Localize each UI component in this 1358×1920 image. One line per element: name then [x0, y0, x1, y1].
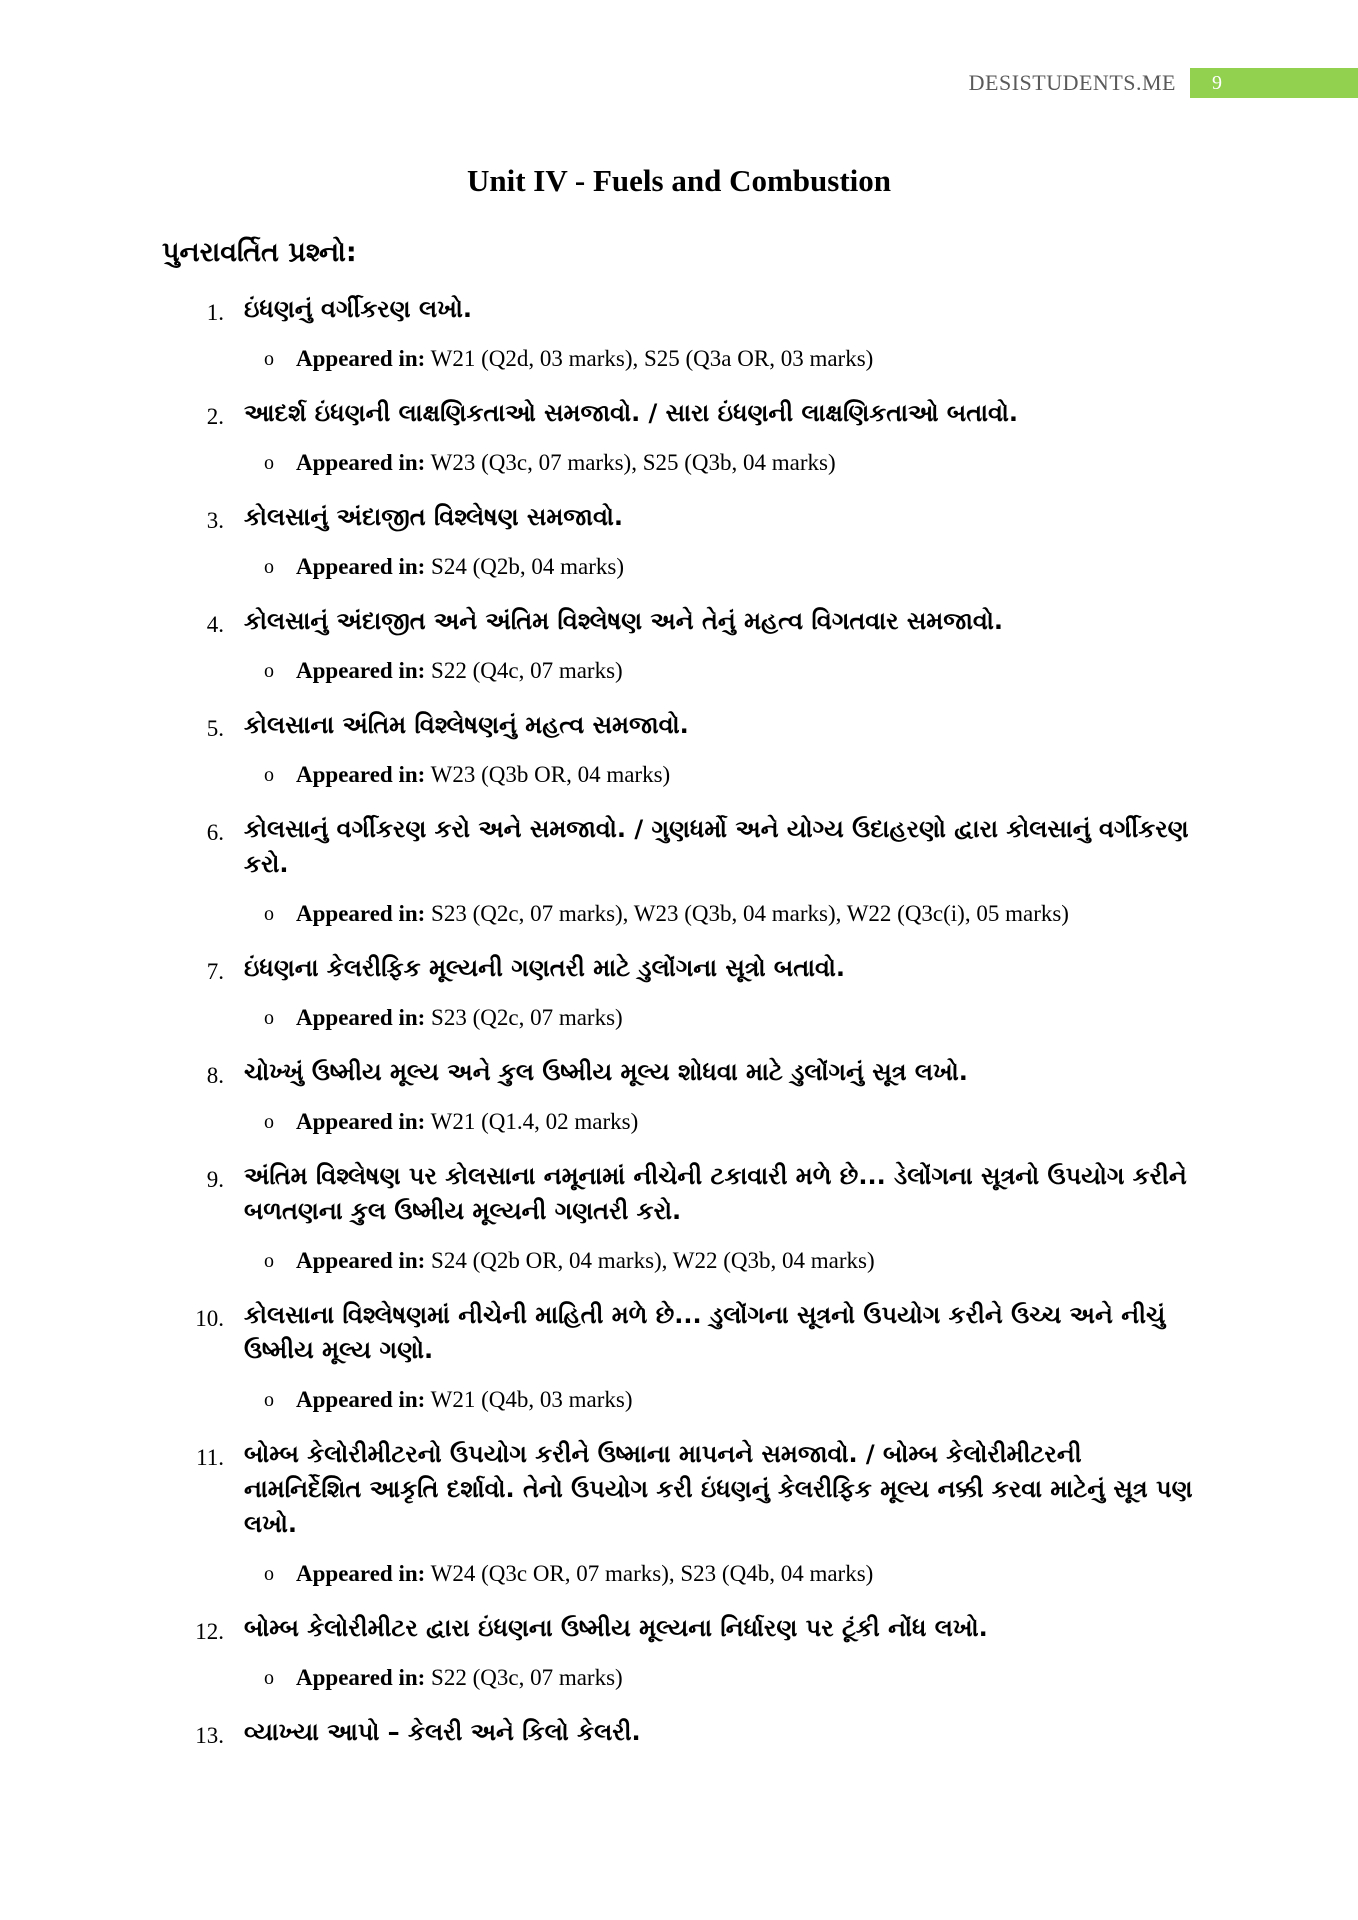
question-list [0, 292, 1358, 1750]
question-row [0, 1055, 1358, 1090]
question-row [0, 1611, 1358, 1646]
appeared-in-label: Appeared in: [296, 1561, 426, 1586]
question-row [0, 1715, 1358, 1750]
bullet-icon: o [264, 659, 274, 682]
question-item [0, 812, 1358, 931]
appeared-in-value: W21 (Q2d, 03 marks), S25 (Q3a OR, 03 marks) [430, 346, 874, 371]
appeared-in-row [0, 758, 1358, 792]
question-item [0, 396, 1358, 480]
question-text: વ્યાખ્યા આપો – કેલરી અને કિલો કેલરી. [244, 1718, 641, 1746]
question-row [0, 1437, 1358, 1542]
question-row [0, 396, 1358, 431]
bullet-icon: o [264, 1110, 274, 1133]
question-item [0, 951, 1358, 1035]
bullet-icon: o [264, 1006, 274, 1029]
question-number: 3. [206, 508, 224, 533]
question-text: બોમ્બ કેલોરીમીટરનો ઉપયોગ કરીને ઉષ્માના માપનને સમજાવો. / બોમ્બ કેલોરીમીટરની નામનિર્દેશિત આકૃતિ દર્શાવો. તેનો ઉપયોગ કરી ઇંધણનું કેલરીફિક મૂલ્ય નક્કી કરવા માટેનું સૂત્ર પણ લખો. [244, 1440, 1193, 1538]
question-number: 4. [206, 612, 224, 637]
appeared-in-text [296, 450, 836, 476]
question-item [0, 1611, 1358, 1695]
appeared-in-value: W21 (Q1.4, 02 marks) [430, 1109, 639, 1134]
appeared-in-text [296, 1387, 633, 1413]
bullet-icon: o [264, 1388, 274, 1411]
bullet-icon: o [264, 1666, 274, 1689]
appeared-in-value: S24 (Q2b, 04 marks) [431, 554, 624, 579]
question-number: 10. [195, 1306, 224, 1331]
appeared-in-value: W23 (Q3c, 07 marks), S25 (Q3b, 04 marks) [430, 450, 836, 475]
appeared-in-value: S22 (Q4c, 07 marks) [431, 658, 623, 683]
question-row [0, 604, 1358, 639]
appeared-in-row [0, 1383, 1358, 1417]
question-item [0, 1298, 1358, 1417]
question-item [0, 604, 1358, 688]
question-number: 9. [206, 1167, 224, 1192]
question-number: 6. [206, 820, 224, 845]
appeared-in-label: Appeared in: [296, 554, 426, 579]
question-text: કોલસાનું અંદાજીત વિશ્લેષણ સમજાવો. [244, 503, 624, 531]
question-row [0, 1298, 1358, 1368]
question-number: 5. [206, 716, 224, 741]
appeared-in-value: S23 (Q2c, 07 marks), W23 (Q3b, 04 marks), W22 (Q3c(i), 05 marks) [431, 901, 1069, 926]
appeared-in-text [296, 1561, 873, 1587]
bullet-icon: o [264, 555, 274, 578]
appeared-in-row [0, 550, 1358, 584]
question-text: આદર્શ ઇંધણની લાક્ષણિકતાઓ સમજાવો. / સારા ઇંધણની લાક્ષણિકતાઓ બતાવો. [244, 399, 1019, 427]
appeared-in-row [0, 897, 1358, 931]
appeared-in-text [296, 658, 623, 684]
question-item [0, 708, 1358, 792]
question-item [0, 292, 1358, 376]
appeared-in-label: Appeared in: [296, 450, 426, 475]
appeared-in-label: Appeared in: [296, 762, 426, 787]
question-number: 1. [206, 300, 224, 325]
appeared-in-label: Appeared in: [296, 346, 426, 371]
question-item [0, 500, 1358, 584]
appeared-in-value: W23 (Q3b OR, 04 marks) [430, 762, 671, 787]
page-number: 9 [1212, 71, 1222, 94]
question-text: બોમ્બ કેલોરીમીટર દ્વારા ઇંધણના ઉષ્મીય મૂલ્યના નિર્ધારણ પર ટૂંકી નોંધ લખો. [244, 1614, 988, 1642]
appeared-in-value: S24 (Q2b OR, 04 marks), W22 (Q3b, 04 marks) [431, 1248, 875, 1273]
question-text: ઇંધણના કેલરીફિક મૂલ્યની ગણતરી માટે ડુલોંગના સૂત્રો બતાવો. [244, 954, 846, 982]
question-row [0, 292, 1358, 327]
appeared-in-label: Appeared in: [296, 658, 426, 683]
appeared-in-label: Appeared in: [296, 1665, 426, 1690]
appeared-in-row [0, 1557, 1358, 1591]
page-header [969, 66, 1358, 100]
question-row [0, 708, 1358, 743]
question-row [0, 1159, 1358, 1229]
question-row [0, 500, 1358, 535]
question-text: કોલસાનું અંદાજીત અને અંતિમ વિશ્લેષણ અને તેનું મહત્વ વિગતવાર સમજાવો. [244, 607, 1003, 635]
appeared-in-text [296, 901, 1069, 927]
bullet-icon: o [264, 451, 274, 474]
appeared-in-row [0, 1661, 1358, 1695]
appeared-in-label: Appeared in: [296, 1005, 426, 1030]
question-number: 11. [196, 1445, 224, 1470]
appeared-in-text [296, 554, 624, 580]
appeared-in-row [0, 1244, 1358, 1278]
appeared-in-text [296, 1109, 638, 1135]
appeared-in-value: W21 (Q4b, 03 marks) [430, 1387, 633, 1412]
question-item [0, 1055, 1358, 1139]
appeared-in-text [296, 346, 873, 372]
appeared-in-text [296, 1248, 875, 1274]
question-row [0, 812, 1358, 882]
question-text: કોલસાના વિશ્લેષણમાં નીચેની માહિતી મળે છે... ડુલોંગના સૂત્રનો ઉપયોગ કરીને ઉચ્ચ અને નીચું ઉષ્મીય મૂલ્ય ગણો. [244, 1301, 1166, 1364]
appeared-in-value: W24 (Q3c OR, 07 marks), S23 (Q4b, 04 marks) [430, 1561, 874, 1586]
question-number: 2. [206, 404, 224, 429]
section-heading: પુનરાવર્તિત પ્રશ્નો: [162, 237, 357, 268]
question-number: 12. [195, 1619, 224, 1644]
appeared-in-row [0, 446, 1358, 480]
appeared-in-text [296, 1005, 623, 1031]
appeared-in-row [0, 654, 1358, 688]
bullet-icon: o [264, 902, 274, 925]
appeared-in-value: S22 (Q3c, 07 marks) [431, 1665, 623, 1690]
appeared-in-value: S23 (Q2c, 07 marks) [431, 1005, 623, 1030]
bullet-icon: o [264, 1562, 274, 1585]
question-text: ચોખ્ખું ઉષ્મીય મૂલ્ય અને કુલ ઉષ્મીય મૂલ્ય શોધવા માટે ડુલોંગનું સૂત્ર લખો. [244, 1058, 968, 1086]
appeared-in-text [296, 1665, 623, 1691]
appeared-in-row [0, 342, 1358, 376]
question-number: 7. [206, 959, 224, 984]
appeared-in-row [0, 1001, 1358, 1035]
question-item [0, 1715, 1358, 1750]
appeared-in-row [0, 1105, 1358, 1139]
appeared-in-label: Appeared in: [296, 901, 426, 926]
question-text: કોલસાના અંતિમ વિશ્લેષણનું મહત્વ સમજાવો. [244, 711, 689, 739]
site-name: DESISTUDENTS.ME [968, 70, 1176, 95]
question-text: કોલસાનું વર્ગીકરણ કરો અને સમજાવો. / ગુણધર્મો અને યોગ્ય ઉદાહરણો દ્વારા કોલસાનું વર્ગીકરણ કરો. [244, 815, 1189, 878]
appeared-in-label: Appeared in: [296, 1387, 426, 1412]
question-row [0, 951, 1358, 986]
question-text: ઇંધણનું વર્ગીકરણ લખો. [244, 295, 472, 323]
bullet-icon: o [264, 347, 274, 370]
question-number: 13. [195, 1723, 224, 1748]
question-item [0, 1159, 1358, 1278]
question-text: અંતિમ વિશ્લેષણ પર કોલસાના નમૂનામાં નીચેની ટકાવારી મળે છે... ડેલોંગના સૂત્રનો ઉપયોગ કરીને બળતણના કુલ ઉષ્મીય મૂલ્યની ગણતરી કરો. [244, 1162, 1187, 1225]
question-item [0, 1437, 1358, 1591]
question-number: 8. [206, 1063, 224, 1088]
page-number-badge [1190, 68, 1358, 98]
bullet-icon: o [264, 1249, 274, 1272]
document-title: Unit IV - Fuels and Combustion [466, 163, 892, 198]
appeared-in-label: Appeared in: [296, 1109, 426, 1134]
appeared-in-text [296, 762, 670, 788]
appeared-in-label: Appeared in: [296, 1248, 426, 1273]
bullet-icon: o [264, 763, 274, 786]
